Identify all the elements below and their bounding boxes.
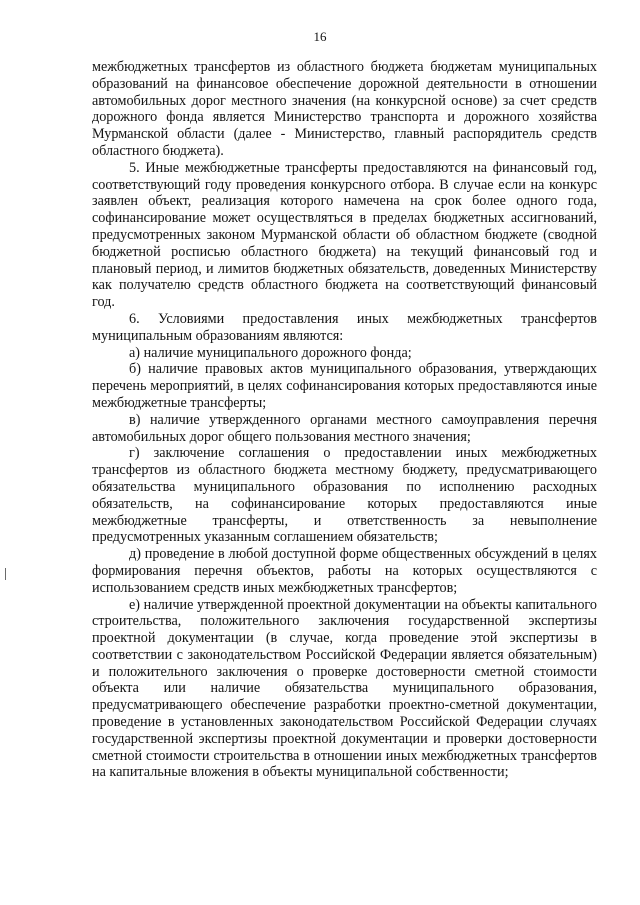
- paragraph-item-b: б) наличие правовых актов муниципального образования, утверждающих перечень мероприятий, в целях софинансирования которых предоставляются иные межбюджетные трансферты;: [92, 361, 597, 411]
- paragraph-item-e: е) наличие утвержденной проектной документации на объекты капитального строительства, положительного заключения государственной экспертизы проектной документации (в случае, когда проведение этой экспертизы в соответствии с законодательством Российской Федерации является обязательным) и положительного заключения о проверке достоверности сметной стоимости объекта или наличие обязательства муниципального образования, предусматривающего обеспечение разработки проектно-сметной документации, проведение в установленных законодательством Российской Федерации случаях государственной экспертизы проектной документации и проверки достоверности сметной стоимости строительства в отношении иных межбюджетных трансфертов на капитальные вложения в объекты муниципальной собственности;: [92, 596, 597, 781]
- paragraph-clause-5: 5. Иные межбюджетные трансферты предоставляются на финансовый год, соответствующий году проведения конкурсного отбора. В случае если на конкурс заявлен объект, реализация которого намечена на срок более одного года, софинансирование может осуществляться в пределах бюджетных ассигнований, предусмотренных законом Мурманской области об областном бюджете (сводной бюджетной росписью областного бюджета) на текущий финансовый год и плановый период, и лимитов бюджетных обязательств, доведенных Министерству как получателю средств областного бюджета на соответствующий финансовый год.: [92, 159, 597, 311]
- paragraph-item-a: а) наличие муниципального дорожного фонда;: [129, 344, 412, 361]
- document-body: [92, 59, 597, 781]
- paragraph-item-v: в) наличие утвержденного органами местного самоуправления перечня автомобильных дорог общего пользования местного значения;: [92, 411, 597, 445]
- paragraph-item-g: г) заключение соглашения о предоставлении иных межбюджетных трансфертов из областного бюджета местному бюджету, предусматривающего обязательства муниципального образования по исполнению расходных обязательств, на софинансирование которых предоставляются иные межбюджетные трансферты, и ответственность за невыполнение предусмотренных указанным соглашением обязательств;: [92, 445, 597, 546]
- paragraph-continuation: межбюджетных трансфертов из областного бюджета бюджетам муниципальных образований на финансовое обеспечение дорожной деятельности в отношении автомобильных дорог местного значения (на конкурсной основе) за счет средств дорожного фонда является Министерство транспорта и дорожного хозяйства Мурманской области (далее - Министерство, главный распорядитель средств областного бюджета).: [92, 59, 597, 159]
- page-number: 16: [313, 29, 327, 44]
- paragraph-item-d: д) проведение в любой доступной форме общественных обсуждений в целях формирования перечня объектов, работы на которых осуществляются с использованием средств иных межбюджетных трансфертов;: [92, 546, 597, 596]
- scan-margin-mark: [5, 568, 8, 580]
- paragraph-clause-6: 6. Условиями предоставления иных межбюджетных трансфертов муниципальным образованиям являются:: [92, 310, 597, 344]
